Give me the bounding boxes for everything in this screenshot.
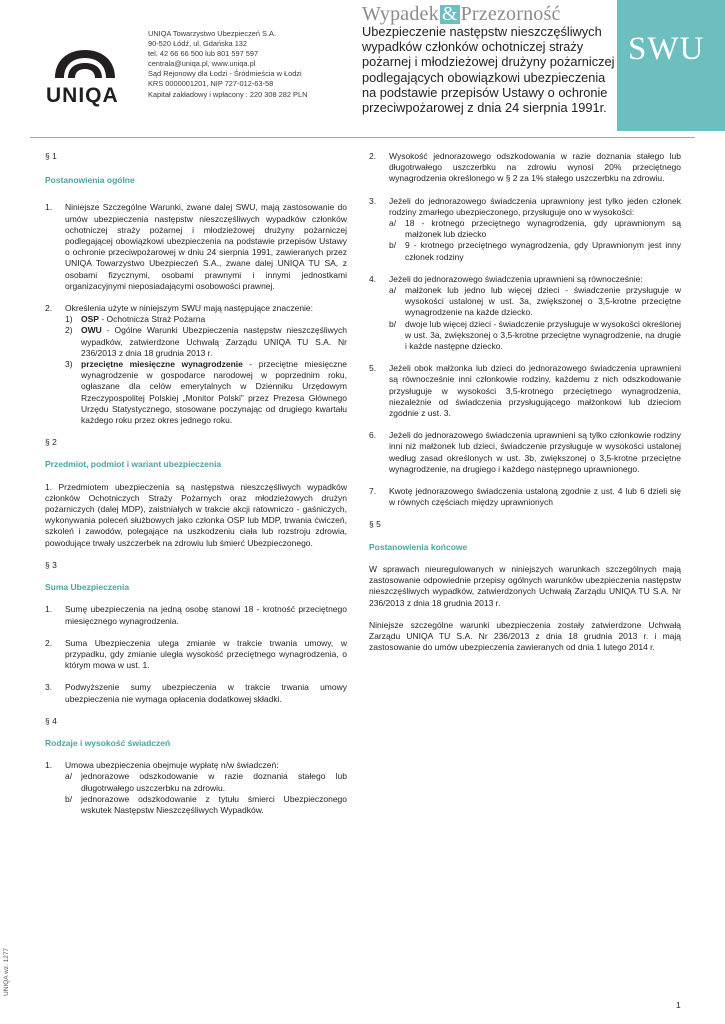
series-title-left: Wypadek <box>362 3 439 25</box>
s4-paragraph-6: 6. Jeżeli do jednorazowego świadczenia uprawnieni są tylko członkowie rodziny inni niż małżonek lub dzieci, świadczenie przysługuje w wysokości ustalonej według zasad określonych w ust. 3b, zwiększonej o 3,5-krotne przeciętne wynagrodzenie, na drugiego i każdego następnego uprawnionego. <box>369 430 681 474</box>
section-4-number: § 4 <box>45 715 57 726</box>
s4-paragraph-3: 3. Jeżeli do jednorazowego świadczenia uprawniony jest tylko jeden członek rodziny zmarłego ubezpieczonego, przysługuje ono w wysokości: <box>369 195 681 217</box>
section-4 <box>45 716 347 816</box>
section-5-title: Postanowienia końcowe <box>369 541 468 552</box>
section-3-number: § 3 <box>45 559 57 570</box>
company-name: UNIQA Towarzystwo Ubezpieczeń S.A. <box>148 29 277 38</box>
header-divider <box>30 137 695 138</box>
section-1 <box>45 151 347 426</box>
section-5-number: § 5 <box>369 519 381 530</box>
s1-definition-owu: 2) OWU - Ogólne Warunki Ubezpieczenia następstw nieszczęśliwych wypadków, zatwierdzone Uchwałą Zarządu UNIQA TU S.A. Nr 236/2013 z dnia 18 grudnia 2013 r. <box>65 325 347 358</box>
s3-paragraph-1: 1. Sumę ubezpieczenia na jedną osobę stanowi 18 - krotność przeciętnego miesięcznego wynagrodzenia. <box>45 604 347 626</box>
document-title: Ubezpieczenie następstw nieszczęśliwych wypadków członków ochotniczej straży pożarnej i młodzieżowej drużyny pożarniczej podlegających obowiązkowi ubezpieczenia na podstawie przepisów Ustawy o ochronie przeciwpożarowej z dnia 24 sierpnia 1991r. <box>362 24 615 116</box>
company-phone: tel. 42 66 66 500 lub 801 597 597 <box>148 49 259 59</box>
badge-swu: SWU <box>628 31 705 67</box>
section-1-number: § 1 <box>45 151 57 161</box>
s4-paragraph-3-b: b/ 9 - krotnego przeciętnego wynagrodzenia, gdy Uprawnionym jest inny członek rodziny <box>389 240 681 262</box>
section-2 <box>45 437 347 549</box>
s1-definition-wynagrodzenie: 3) przeciętne miesięczne wynagrodzenie - przeciętne miesięczne wynagrodzenie w gospodarce narodowej w poprzednim roku, ogłaszane dla celów emerytalnych w Dzienniku Urzędowym Rzeczypospolitej Polskiej „Monitor Polski” przez Prezesa Głównego Urzędu Statystycznego, stosowane poczynając od drugiego kwartału każdego roku przez okres jednego roku. <box>65 359 347 426</box>
page-number: 1 <box>676 1000 681 1010</box>
company-court: Sąd Rejonowy dla Łodzi - Śródmieścia w Łodzi <box>148 69 302 79</box>
s1-definition-osp: 1) OSP - Ochotnicza Straż Pożarna <box>65 314 206 325</box>
section-3-title: Suma Ubezpieczenia <box>45 582 130 593</box>
s4-paragraph-1: 1. Umowa ubezpieczenia obejmuje wypłatę n/w świadczeń: <box>45 760 279 771</box>
company-address: 90-520 Łódź, ul. Gdańska 132 <box>148 39 248 49</box>
left-column <box>45 151 347 816</box>
company-krs-nip: KRS 0000001201, NIP 727-012-63-58 <box>148 79 274 89</box>
section-5 <box>369 519 681 653</box>
s4-paragraph-4: 4. Jeżeli do jednorazowego świadczenia uprawnieni są równocześnie: <box>369 273 643 284</box>
section-2-number: § 2 <box>45 437 57 448</box>
s1-paragraph-1: 1. Niniejsze Szczególne Warunki, zwane dalej SWU, mają zastosowanie do umów ubezpieczenia następstw nieszczęśliwych wypadków członków ochotniczej straży pożarnej i młodzieżowej drużyny pożarniczej podlegającej obowiązkowi ubezpieczenia na podstawie przepisów Ustawy o ochronie przeciwpożarowej w dniu 24 sierpnia 1991, zawieranych przez UNIQA Towarzystwo Ubezpieczeń S.A., zwane dalej UNIQA TU SA, z osobami fizycznymi, osobami prawnymi i innymi jednostkami organizacyjnymi nieposiadającymi osobowości prawnej. <box>45 202 347 291</box>
logo-wordmark: UNIQA <box>46 84 119 107</box>
company-info <box>148 29 307 100</box>
section-1-title: Postanowienia ogólne <box>45 175 135 186</box>
s4-paragraph-3-a: a/ 18 - krotnego przeciętnego wynagrodzenia, gdy uprawnionym są małżonek lub dziecko <box>389 218 681 240</box>
form-code: UNIQA wz. 1277 <box>3 947 10 996</box>
s4-item-a: a/ jednorazowe odszkodowanie w razie doznania stałego lub długotrwałego uszczerbku na zdrowiu. <box>65 771 347 793</box>
s5-paragraph-2: Niniejsze szczególne warunki ubezpieczenia zostały zatwierdzone Uchwałą Zarządu UNIQA TU S.A. Nr 236/2013 z dnia 18 grudnia 2013 r. i mają zastosowanie do umów ubezpieczenia zawieranych od dnia 1 lutego 2014 r. <box>369 619 681 653</box>
series-title <box>362 3 561 26</box>
s4-paragraph-4-a: a/ małżonek lub jedno lub więcej dzieci - świadczenie przysługuje w wysokości ustalonej w ust. 3a, zwiększonej o 3,5-krotne przeciętne wynagrodzenie na każde dziecko. <box>389 285 681 318</box>
s3-paragraph-2: 2. Suma Ubezpieczenia ulega zmianie w trakcie trwania umowy, w przypadku, gdy zmianie uległa wysokość przeciętnego wynagrodzenia, o którym mowa w ust. 1. <box>45 637 347 671</box>
s2-paragraph-1: 1. Przedmiotem ubezpieczenia są następstwa nieszczęśliwych wypadków członków Ochotniczych Straży Pożarnych oraz młodzieżowych drużyn pożarniczych (dalej MDP), zaistniałych w trakcie akcji ratowniczo - gaśniczych, wykonywania poleceń służbowych jako członka OSP lub MDP, trwania ćwiczeń, szkoleń i zawodów, polegające na uszkodzeniu ciała lub rozstroju zdrowia, powodujące trwały uszczerbek na zdrowiu lub śmierć Ubezpieczonego. <box>45 481 347 548</box>
s4-paragraph-7: 7. Kwotę jednorazowego świadczenia ustaloną zgodnie z ust. 4 lub 6 dzieli się w równych częściach między uprawnionych <box>369 486 681 508</box>
series-title-right: Przezorność <box>460 3 561 25</box>
section-4-title: Rodzaje i wysokość świadczeń <box>45 737 171 748</box>
s4-paragraph-2: 2. Wysokość jednorazowego odszkodowania w razie doznania stałego lub długotrwałego uszczerbku na zdrowiu wynosi 20% przeciętnego wynagrodzenia określonego w § 2 za 1% stałego uszczerbku na zdrowiu. <box>369 151 681 184</box>
s4-paragraph-5: 5. Jeżeli obok małżonka lub dzieci do jednorazowego świadczenia uprawnieni są równocześnie inni członkowie rodziny, każdemu z nich odszkodowanie przysługuje w wysokości 3,5-krotnego przeciętnego wynagrodzenia, niezależnie od świadczenia przysługującego małżonkowi lub dzieciom zgodnie z ust. 3. <box>369 363 681 419</box>
s4-paragraph-4-b: b/ dwoje lub więcej dzieci - świadczenie przysługuje w wysokości określonej w ust. 3a, zwiększonej o 3,5-krotne przeciętne wynagrodzenie, na drugie i każde następne dziecko. <box>389 318 681 352</box>
section-3 <box>45 560 347 705</box>
s5-paragraph-1: W sprawach nieuregulowanych w niniejszych warunkach szczególnych mają zastosowanie odpowiednie przepisy ogólnych warunków ubezpieczenia następstw nieszczęśliwych wypadków, zatwierdzonych Uchwałą Zarządu UNIQA TU S.A. Nr 236/2013 z dnia 18 grudnia 2013 r. <box>369 563 681 608</box>
s3-paragraph-3: 3. Podwyższenie sumy ubezpieczenia w trakcie trwania umowy ubezpieczenia nie wymaga opłacenia dodatkowej składki. <box>45 682 347 704</box>
s1-paragraph-2: 2. Określenia użyte w niniejszym SWU mają następujące znaczenie: <box>45 303 314 314</box>
right-column <box>369 151 681 664</box>
s4-item-b: b/ jednorazowe odszkodowanie z tytułu śmierci Ubezpieczonego wskutek Następstw Nieszczęśliwych Wypadków. <box>65 793 347 815</box>
series-title-amp: & <box>441 3 458 25</box>
company-capital: Kapitał zakładowy i wpłacony : 220 308 282 PLN <box>148 89 308 99</box>
company-email-web: centrala@uniqa.pl, www.uniqa.pl <box>148 59 256 69</box>
uniqa-logo <box>40 40 130 110</box>
section-2-title: Przedmiot, podmiot i wariant ubezpieczenia <box>45 459 222 470</box>
